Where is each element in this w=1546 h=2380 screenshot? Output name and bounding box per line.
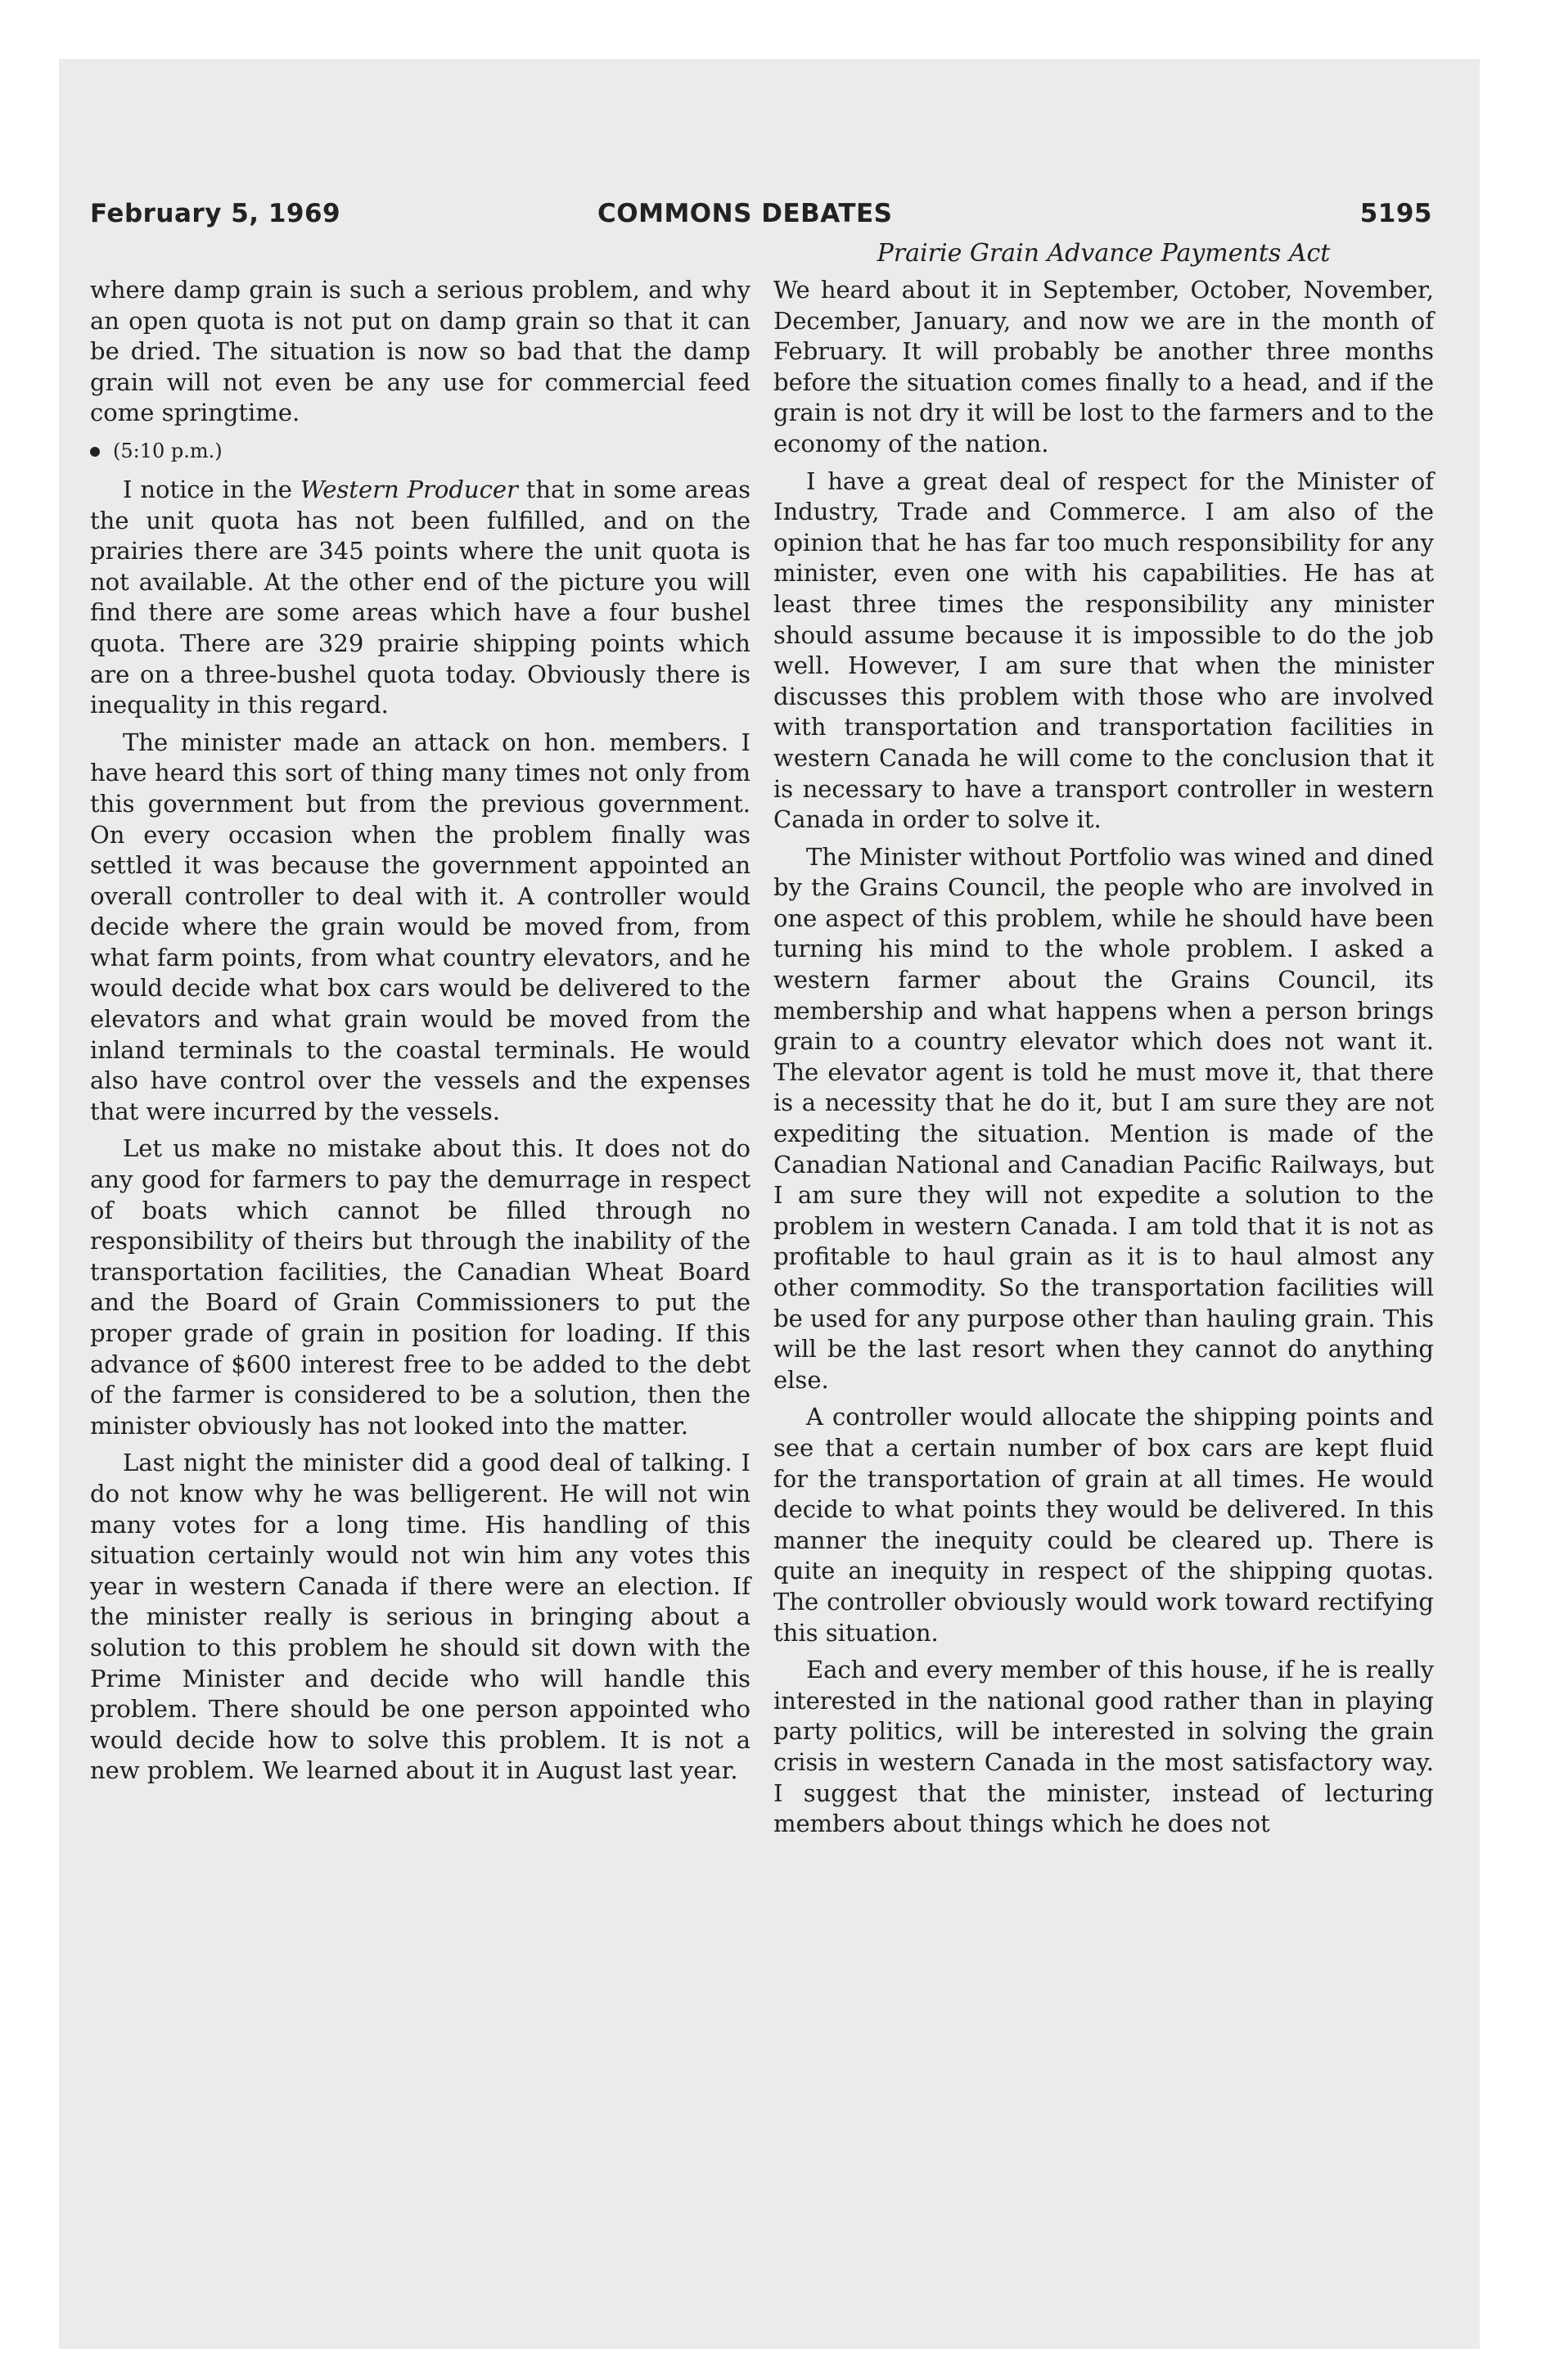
section-subheading: Prairie Grain Advance Payments Act <box>877 239 1331 268</box>
paragraph: Last night the minister did a good deal of talking. I do not know why he was belligerent. He will not win many votes for a long time. His handling of this situation certainly would not win him any votes this year in western Canada if there were an election. If the minister really is serious in bringing about a solution to this problem he should sit down with the Prime Minister and decide who will handle this problem. There should be one person appointed who would decide how to solve this problem. It is not a new problem. We learned about it in August last year. <box>90 1449 750 1785</box>
paragraph: The Minister without Portfolio was wined and dined by the Grains Council, the people who are involved in one aspect of this problem, while he should have been turning his mind to the whole problem. I asked a western farmer about the Grains Council, its membership and what happens when a person brings grain to a country elevator which does not want it. The elevator agent is told he must move it, that there is a necessity that he do it, but I am sure they are not expediting the situation. Mention is made of the Canadian National and Canadian Pacific Railways, but I am sure they will not expedite a solution to the problem in western Canada. I am told that it is not as profitable to haul grain as it is to haul almost any other commodity. So the transportation facilities will be used for any purpose other than hauling grain. This will be the last resort when they cannot do anything else. <box>773 842 1434 1394</box>
paragraph: I have a great deal of respect for the Minister of Industry, Trade and Commerce. I am also of the opinion that he has far too much responsibility for any minister, even one with his capabilities. He has at least three times the responsibility any minister should assume because it is impossible to do the job well. However, I am sure that when the minister discusses this problem with those who are involved with transportation and transportation facilities in western Canada he will come to the conclusion that it is necessary to have a transport controller in western Canada in order to solve it. <box>773 467 1434 834</box>
bullet-icon <box>90 447 100 457</box>
paragraph: We heard about it in September, October, November, December, January, and now we are in the month of February. It will probably be another three months before the situation comes finally to a head, and if the grain is not dry it will be lost to the farmers and to the economy of the nation. <box>773 276 1434 458</box>
header-publication: COMMONS DEBATES <box>597 199 893 228</box>
paragraph: A controller would allocate the shipping points and see that a certain number of box cars are kept fluid for the transportation of grain at all times. He would decide to what points they would be delivered. In this manner the inequity could be cleared up. There is quite an inequity in respect of the shipping quotas. The controller obviously would work toward rectifying this situation. <box>773 1403 1434 1647</box>
paragraph-text: I notice in the <box>123 475 300 503</box>
left-column <box>90 275 750 1793</box>
paragraph: where damp grain is such a serious problem, and why an open quota is not put on damp grain so that it can be dried. The situation is now so bad that the damp grain will not even be any use for commercial feed come springtime. <box>90 276 750 427</box>
right-column <box>773 237 1434 1846</box>
time-marker <box>90 437 750 465</box>
running-header <box>90 199 1432 237</box>
paragraph-text: that in some areas the unit quota has not been fulfilled, and on the prairies there are 345 points where the unit quota is not available. At the other end of the picture you will find there are some areas which have a four bushel quota. There are 329 prairie shipping points which are on a three-bushel quota today. Obviously there is inequality in this regard. <box>90 475 751 719</box>
header-date: February 5, 1969 <box>90 199 341 228</box>
paragraph <box>90 475 750 721</box>
paragraph: Each and every member of this house, if he is really interested in the national good rather than in playing party politics, will be interested in solving the grain crisis in western Canada in the most satisfactory way. I suggest that the minister, instead of lecturing members about things which he does not <box>773 1656 1434 1838</box>
time-marker-text: (5:10 p.m.) <box>113 439 223 462</box>
paragraph: The minister made an attack on hon. members. I have heard this sort of thing many times not only from this government but from the previous government. On every occasion when the problem finally was settled it was because the government appointed an overall controller to deal with it. A controller would decide where the grain would be moved from, from what farm points, from what country elevators, and he would decide what box cars would be delivered to the elevators and what grain would be moved from the inland terminals to the coastal terminals. He would also have control over the vessels and the expenses that were incurred by the vessels. <box>90 728 750 1125</box>
publication-title: Western Producer <box>300 475 518 503</box>
paragraph: Let us make no mistake about this. It does not do any good for farmers to pay the demurrage in respect of boats which cannot be filled through no responsibility of theirs but through the inability of the transportation facilities, the Canadian Wheat Board and the Board of Grain Commissioners to put the proper grade of grain in position for loading. If this advance of $600 interest free to be added to the debt of the farmer is considered to be a solution, then the minister obviously has not looked into the matter. <box>90 1134 750 1440</box>
header-page-number: 5195 <box>1359 199 1432 228</box>
